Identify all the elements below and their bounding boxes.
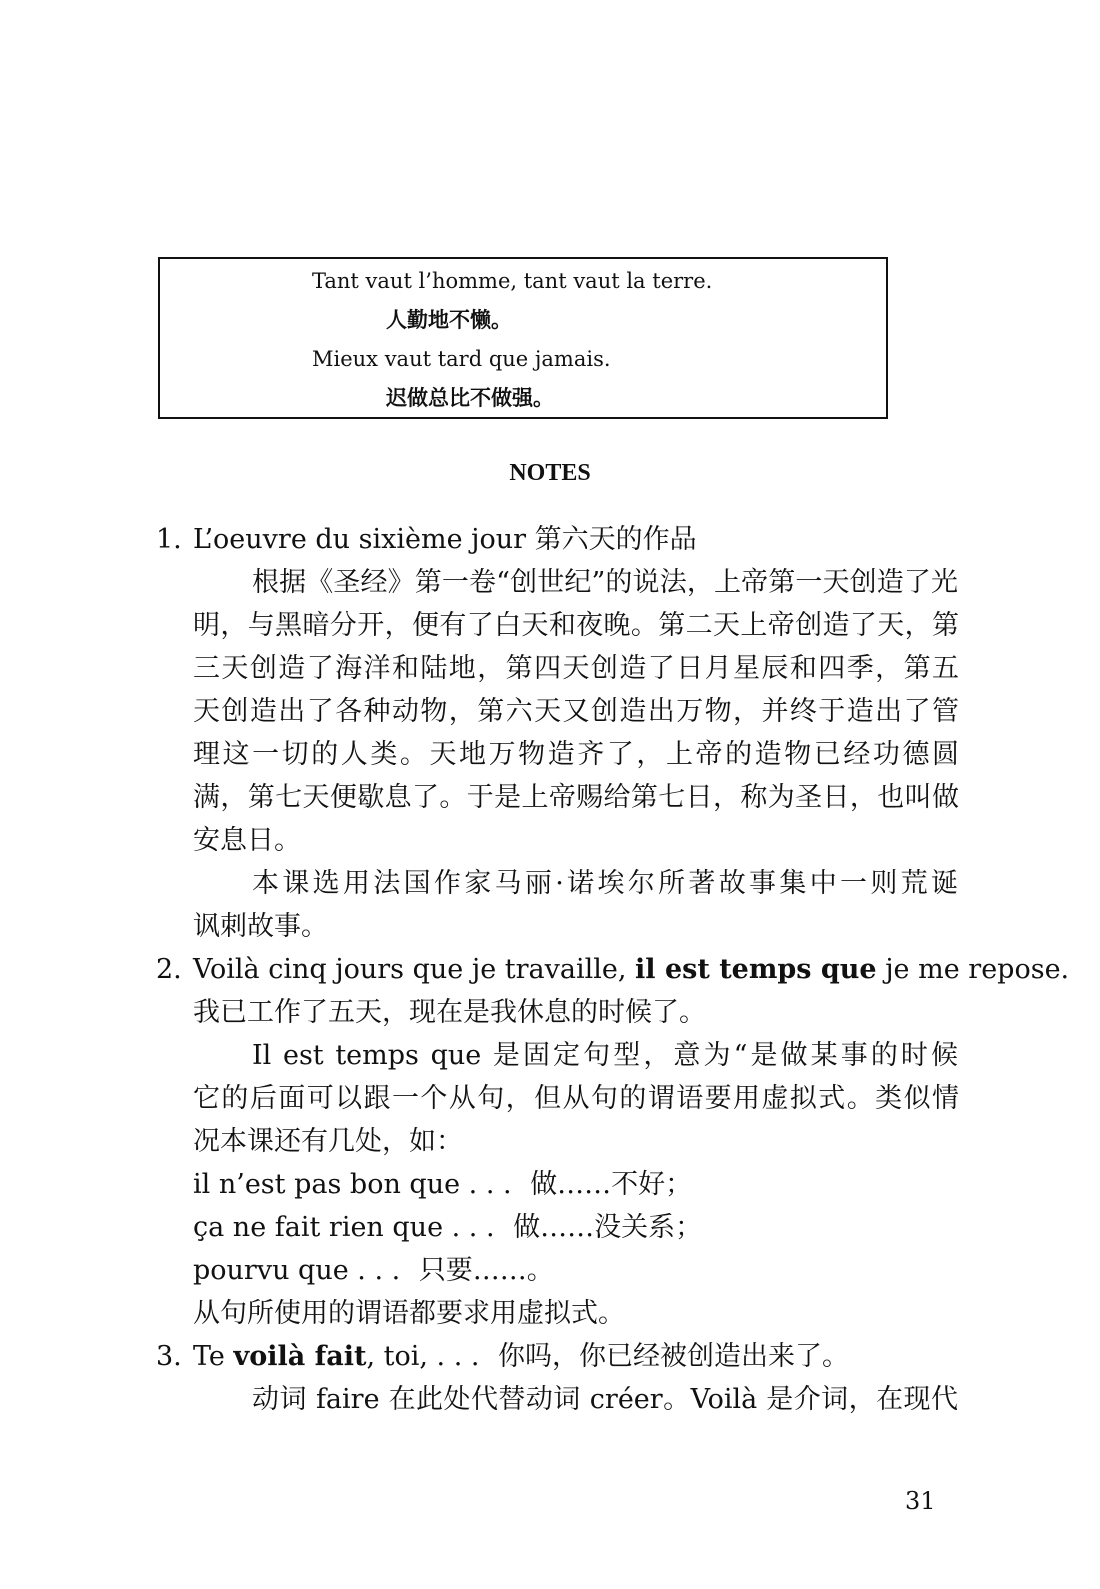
note-1-number: 1. <box>156 524 182 555</box>
note-3-number: 3. <box>156 1341 182 1372</box>
note-1-para2-line-1: 本课选用法国作家马丽·诺埃尔所著故事集中一则荒诞 <box>252 868 958 899</box>
note-2-example-2-fr: ça ne fait rien que . . . <box>193 1212 495 1243</box>
note-1-para1-line-7: 安息日。 <box>193 825 301 856</box>
proverb-2-zh: 迟做总比不做强。 <box>386 385 554 410</box>
note-1-para2-line-2: 讽刺故事。 <box>193 911 328 942</box>
note-3-sentence <box>193 1339 849 1375</box>
note-1-para1-line-4: 天创造出了各种动物，第六天又创造出万物，并终于造出了管 <box>193 696 959 727</box>
note-3-te: Te <box>193 1341 225 1372</box>
note-2-example-3 <box>193 1253 554 1289</box>
note-2-translation: 我已工作了五天，现在是我休息的时候了。 <box>193 997 706 1028</box>
note-2-example-2 <box>193 1210 702 1246</box>
note-2-explanation-line-2: 它的后面可以跟一个从句，但从句的谓语要用虚拟式。类似情 <box>193 1083 959 1114</box>
note-2-example-1 <box>193 1167 692 1203</box>
proverb-1-fr: Tant vaut l’homme, tant vaut la terre. <box>312 269 713 293</box>
note-1-heading <box>193 522 697 558</box>
note-1-para1-line-3: 三天创造了海洋和陆地，第四天创造了日月星辰和四季，第五 <box>193 653 959 684</box>
note-1-para1-line-6: 满，第七天便歇息了。于是上帝赐给第七日，称为圣日，也叫做 <box>193 782 959 813</box>
note-1-para1-line-1: 根据《圣经》第一卷“创世纪”的说法，上帝第一天创造了光 <box>252 567 958 598</box>
note-2-sentence <box>193 952 1069 988</box>
note-1-heading-zh: 第六天的作品 <box>534 524 697 555</box>
note-2-sentence-bold: il est temps que <box>635 954 877 985</box>
note-2-example-2-zh: 做……没关系； <box>513 1212 703 1243</box>
note-2-example-1-fr: il n’est pas bon que . . . <box>193 1169 512 1200</box>
notes-title: NOTES <box>509 460 591 486</box>
note-2-explanation-line-1: Il est temps que 是固定句型，意为“是做某事的时候 <box>252 1040 958 1071</box>
note-2-sentence-b: je me repose. <box>885 954 1070 985</box>
note-2-number: 2. <box>156 954 182 985</box>
note-3-bold: voilà fait <box>233 1341 367 1372</box>
note-1-heading-fr: L’oeuvre du sixième jour <box>193 524 527 555</box>
page-number: 31 <box>905 1487 936 1515</box>
note-3-translation: 你吗，你已经被创造出来了。 <box>498 1341 850 1372</box>
note-2-conclusion: 从句所使用的谓语都要求用虚拟式。 <box>193 1298 625 1329</box>
note-2-example-3-zh: 只要……。 <box>418 1255 554 1286</box>
proverb-2-fr: Mieux vaut tard que jamais. <box>312 347 611 371</box>
note-2-sentence-a: Voilà cinq jours que je travaille, <box>193 954 627 985</box>
note-2-explanation-line-3: 况本课还有几处，如： <box>193 1126 463 1157</box>
proverb-1-zh: 人勤地不懒。 <box>386 307 512 332</box>
note-3-explanation: 动词 faire 在此处代替动词 créer。Voilà 是介词，在现代 <box>252 1384 958 1415</box>
note-1-para1-line-2: 明，与黑暗分开，便有了白天和夜晚。第二天上帝创造了天，第 <box>193 610 959 641</box>
note-2-example-3-fr: pourvu que . . . <box>193 1255 401 1286</box>
note-3-rest: , toi, . . . <box>366 1341 480 1372</box>
note-2-example-1-zh: 做……不好； <box>530 1169 693 1200</box>
note-1-para1-line-5: 理这一切的人类。天地万物造齐了，上帝的造物已经功德圆 <box>193 739 959 770</box>
